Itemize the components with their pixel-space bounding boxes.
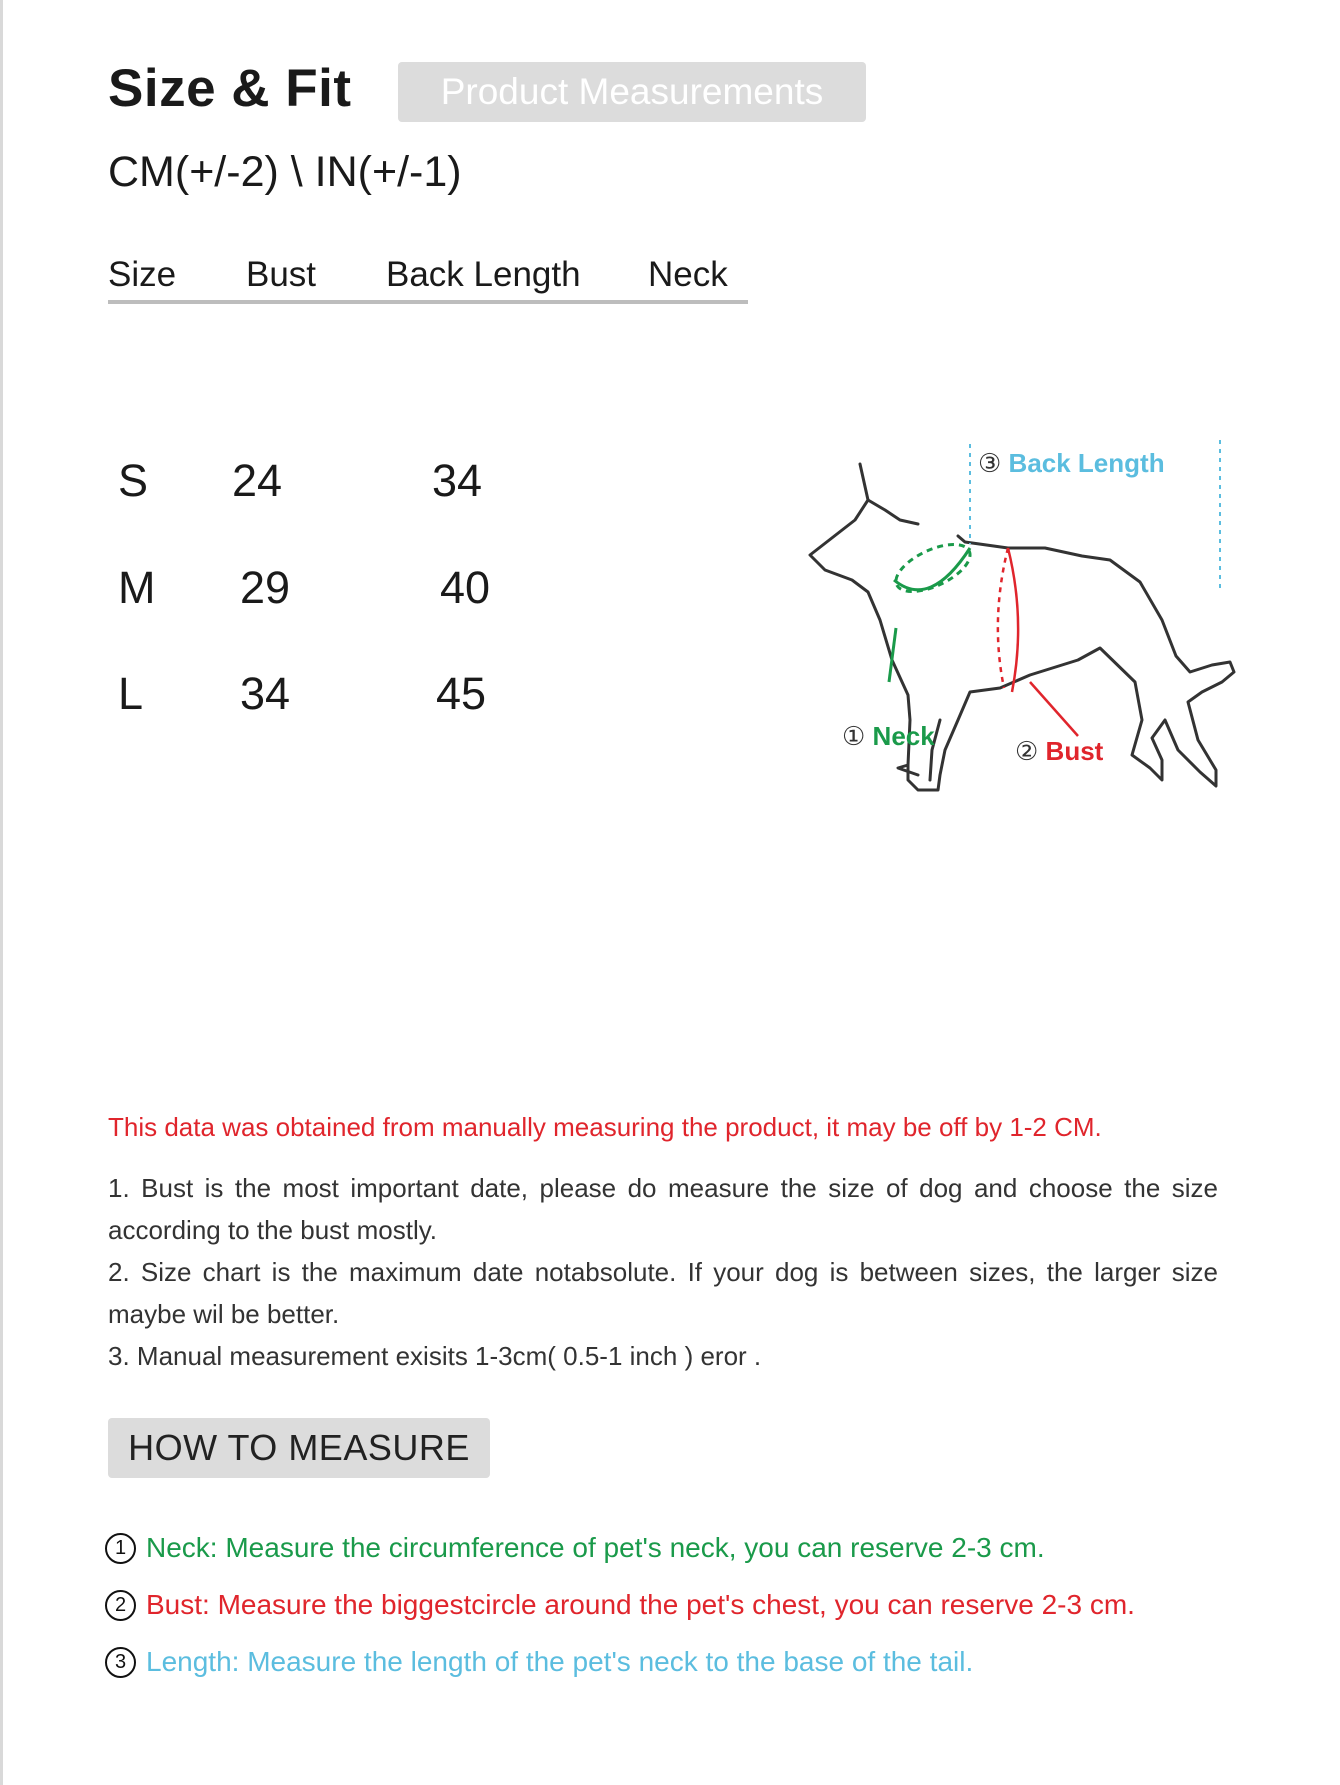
header-divider: [108, 300, 748, 304]
tip-item: 2. Size chart is the maximum date notabsolute. If your dog is between sizes, the larger size maybe wil be better.: [108, 1257, 1218, 1329]
tip-item: 1. Bust is the most important date, please do measure the size of dog and choose the size according to the bust mostly.: [108, 1173, 1218, 1245]
bust-marker: [998, 548, 1078, 736]
step-number: 3: [105, 1647, 136, 1678]
step-text: Bust: Measure the biggestcircle around the pet's chest, you can reserve 2-3 cm.: [146, 1589, 1135, 1620]
step-bust: [105, 1589, 1135, 1621]
row-l-size: L: [118, 668, 144, 719]
step-number: 1: [105, 1533, 136, 1564]
row-m-back: 40: [440, 562, 491, 613]
step-length: [105, 1646, 973, 1678]
bust-label: ② Bust: [1015, 736, 1104, 766]
tip-item: 3. Manual measurement exisits 1-3cm( 0.5-1 inch ) eror .: [108, 1341, 762, 1371]
left-border: [0, 0, 3, 1785]
row-s-size: S: [118, 455, 149, 506]
row-s-back: 34: [432, 455, 483, 506]
col-header-bust: Bust: [246, 255, 317, 294]
row-s-bust: 24: [232, 455, 283, 506]
product-measurements-badge: Product Measurements: [398, 62, 866, 122]
step-text: Length: Measure the length of the pet's neck to the base of the tail.: [146, 1646, 974, 1677]
dog-measurement-diagram: [790, 420, 1290, 820]
step-number: 2: [105, 1590, 136, 1621]
col-header-neck: Neck: [648, 255, 728, 294]
col-header-size: Size: [108, 255, 177, 294]
how-to-measure-heading: HOW TO MEASURE: [108, 1418, 490, 1478]
neck-label: ① Neck: [842, 721, 935, 751]
sizing-tips: [108, 1167, 1218, 1377]
neck-marker: [889, 535, 977, 682]
row-l-back: 45: [436, 668, 487, 719]
accuracy-warning: This data was obtained from manually measuring the product, it may be off by 1-2 CM.: [108, 1112, 1102, 1142]
row-l-bust: 34: [240, 668, 291, 719]
back-length-label: ③ Back Length: [978, 448, 1165, 478]
row-m-size: M: [118, 562, 156, 613]
row-m-bust: 29: [240, 562, 291, 613]
step-text: Neck: Measure the circumference of pet's neck, you can reserve 2-3 cm.: [146, 1532, 1045, 1563]
col-header-back-length: Back Length: [386, 255, 581, 294]
step-neck: [105, 1532, 1045, 1564]
units-note: CM(+/-2) \ IN(+/-1): [108, 148, 462, 196]
page-title: Size & Fit: [108, 59, 352, 118]
